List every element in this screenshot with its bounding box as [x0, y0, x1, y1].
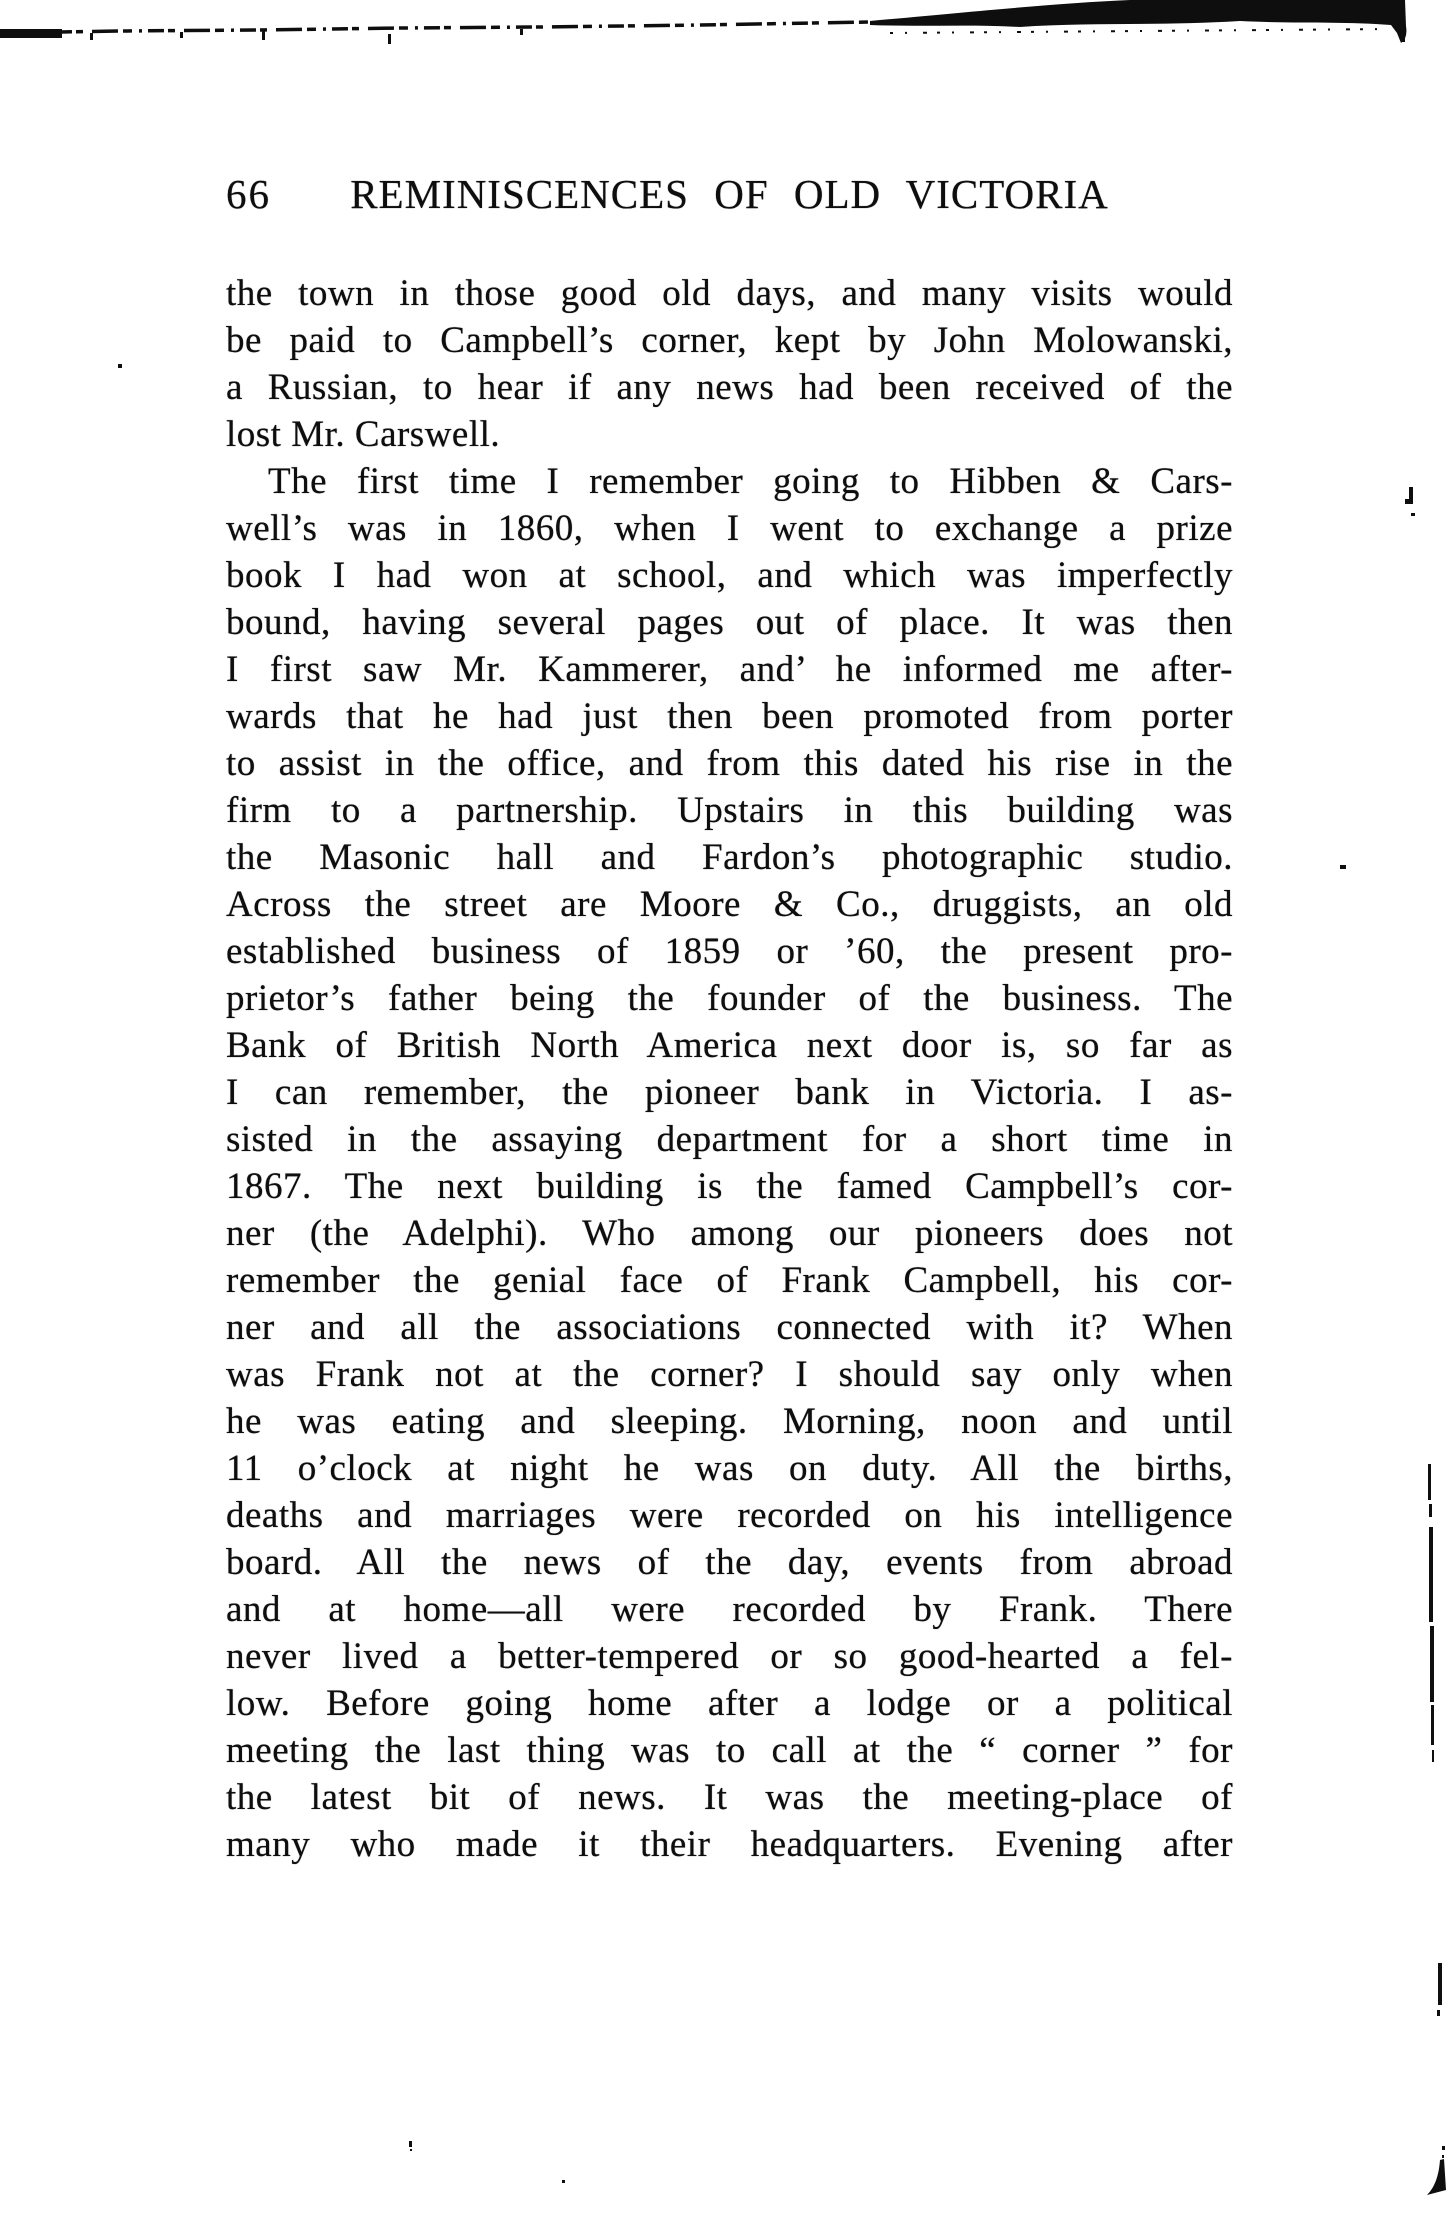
text-line: ner (the Adelphi). Who among our pioneers does not: [226, 1213, 1233, 1254]
text-line: many who made it their headquarters. Evening after: [226, 1824, 1233, 1865]
text-line: Bank of British North America next door is, so far as: [226, 1025, 1233, 1066]
text-line: meeting the last thing was to call at the “ corner ” for: [226, 1730, 1233, 1771]
text-line: the latest bit of news. It was the meeting-place of: [226, 1777, 1233, 1818]
text-line: be paid to Campbell’s corner, kept by John Molowanski,: [226, 320, 1233, 361]
scan-artifact-right-margin-marks: [1340, 487, 1446, 2195]
scan-artifact-top-edge-line: [0, 22, 870, 44]
text-line: a Russian, to hear if any news had been received of the: [226, 367, 1233, 408]
text-line: board. All the news of the day, events from abroad: [226, 1542, 1233, 1583]
text-line: I can remember, the pioneer bank in Victoria. I as-: [226, 1072, 1233, 1113]
text-line: to assist in the office, and from this dated his rise in the: [226, 743, 1233, 784]
text-line: the town in those good old days, and many visits would: [226, 273, 1233, 314]
text-line: lost Mr. Carswell.: [226, 414, 501, 455]
text-line: The first time I remember going to Hibben & Cars-: [268, 461, 1233, 502]
text-line: sisted in the assaying department for a short time in: [226, 1119, 1233, 1160]
page-header: [226, 171, 1233, 218]
text-line: book I had won at school, and which was imperfectly: [226, 555, 1233, 596]
body-text: [226, 270, 1233, 1868]
text-line: ner and all the associations connected with it? When: [226, 1307, 1233, 1348]
text-line: and at home—all were recorded by Frank. There: [226, 1589, 1233, 1630]
text-line: low. Before going home after a lodge or a political: [226, 1683, 1233, 1724]
text-line: wards that he had just then been promoted from porter: [226, 696, 1233, 737]
text-line: firm to a partnership. Upstairs in this building was: [226, 790, 1233, 831]
text-line: I first saw Mr. Kammerer, and’ he informed me after-: [226, 649, 1233, 690]
text-line: was Frank not at the corner? I should say only when: [226, 1354, 1233, 1395]
text-line: well’s was in 1860, when I went to exchange a prize: [226, 508, 1233, 549]
text-line: established business of 1859 or ’60, the present pro-: [226, 931, 1233, 972]
text-line: 11 o’clock at night he was on duty. All the births,: [226, 1448, 1233, 1489]
page-number: 66: [226, 171, 271, 217]
text-line: prietor’s father being the founder of the business. The: [226, 978, 1233, 1019]
text-line: 1867. The next building is the famed Campbell’s cor-: [226, 1166, 1233, 1207]
text-line: bound, having several pages out of place. It was then: [226, 602, 1233, 643]
text-line: remember the genial face of Frank Campbell, his cor-: [226, 1260, 1233, 1301]
text-line: the Masonic hall and Fardon’s photographic studio.: [226, 837, 1233, 878]
text-line: Across the street are Moore & Co., druggists, an old: [226, 884, 1233, 925]
scan-artifact-top-right-wedge: [870, 0, 1406, 43]
running-title: REMINISCENCES OF OLD VICTORIA: [350, 171, 1109, 217]
text-line: deaths and marriages were recorded on his intelligence: [226, 1495, 1233, 1536]
text-line: never lived a better-tempered or so good-hearted a fel-: [226, 1636, 1233, 1677]
text-line: he was eating and sleeping. Morning, noon and until: [226, 1401, 1233, 1442]
